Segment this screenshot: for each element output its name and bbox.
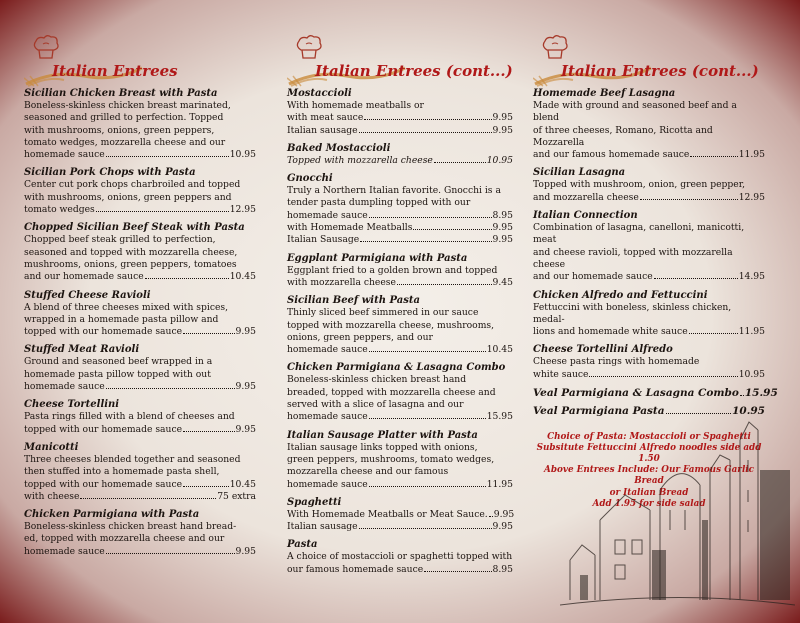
menu-column-2 (287, 34, 513, 582)
price: 9.95 (235, 423, 256, 435)
menu-item (287, 173, 513, 246)
price-line-label: with cheese (24, 490, 80, 502)
price-line-label: and our famous homemade sauce (533, 149, 690, 161)
price: 8.95 (492, 209, 513, 221)
menu-item (287, 539, 513, 576)
menu-item (24, 442, 256, 503)
price: 11.95 (738, 149, 765, 161)
price-line (287, 509, 513, 521)
price: 75 extra (217, 490, 256, 502)
price-line-label: homemade sauce (287, 478, 368, 490)
menu-item-description: green peppers, mushrooms, tomato wedges, (287, 453, 495, 465)
menu-item-name: Italian Connection (533, 210, 638, 222)
price-line (533, 326, 765, 338)
menu-item-description: onions, green peppers, and our (287, 331, 433, 343)
price: 9.95 (492, 521, 513, 533)
menu-item (24, 88, 256, 161)
menu-item (287, 253, 513, 290)
price-line-label: Veal Parmigiana Pasta (533, 405, 665, 418)
menu-item-description: tomato wedges, mozzarella cheese and our (24, 136, 226, 148)
dotted-leader (145, 278, 229, 279)
menu-item (24, 509, 256, 558)
menu-item-description: Made with ground and seasoned beef and a blend (533, 100, 737, 124)
menu-item-description: with mushrooms, onions, green peppers, (24, 124, 215, 136)
dotted-leader (654, 278, 738, 279)
dotted-leader (359, 132, 492, 133)
menu-item (533, 210, 765, 283)
price-line (287, 155, 513, 167)
menu-item-description: mozzarella cheese and our famous (287, 466, 449, 478)
price-line-label: homemade sauce (287, 411, 368, 423)
dotted-leader (369, 351, 486, 352)
menu-item-description: Thinly sliced beef simmered in our sauce (287, 307, 479, 319)
price-line-label: Italian sausage (287, 124, 358, 136)
price-line (287, 277, 513, 289)
price-line-label: tomato wedges (24, 204, 95, 216)
menu-item (533, 344, 765, 381)
section-heading: Italian Entrees (cont...) (315, 62, 513, 80)
menu-item-name: Chopped Sicilian Beef Steak with Pasta (24, 222, 245, 234)
menu-item-name: Eggplant Parmigiana with Pasta (287, 252, 468, 264)
dotted-leader (589, 376, 737, 377)
dotted-leader (740, 395, 744, 396)
price-line (533, 271, 765, 283)
price-line (287, 125, 513, 137)
menu-item-name: Sicilian Beef with Pasta (287, 295, 420, 307)
price-line-label: white sauce (533, 368, 589, 380)
menu-item-description: seasoned and grilled to perfection. Topped (24, 112, 224, 124)
price-line-label: with Homemade Meatballs (287, 222, 413, 234)
price-line (287, 234, 513, 246)
chef-hat-icon (32, 34, 60, 60)
menu-item-description: tender pasta dumpling topped with our (287, 197, 471, 209)
price: 10.95 (732, 405, 765, 418)
chef-hat-icon (541, 34, 569, 60)
price-line (533, 192, 765, 204)
price-line-label: topped with our homemade sauce (24, 423, 183, 435)
note-line: or Italian Bread (609, 487, 689, 498)
menu-item (533, 290, 765, 339)
dotted-leader (359, 528, 492, 529)
column-heading-block (287, 34, 513, 88)
price-line-label: homemade sauce (287, 344, 368, 356)
dotted-leader (364, 119, 491, 120)
price-line (24, 326, 256, 338)
menu-item-description: Combination of lasagna, canelloni, manicotti, meat (533, 222, 745, 246)
menu-item-description: Boneless-skinless chicken breast hand bread- (24, 521, 237, 533)
price-line-label: homemade sauce (24, 149, 105, 161)
price-line (533, 149, 765, 161)
menu-item (287, 430, 513, 491)
price: 9.95 (492, 112, 513, 124)
price-line (287, 479, 513, 491)
price-line-label: with meat sauce (287, 112, 364, 124)
menu-item-name: Stuffed Meat Ravioli (24, 344, 140, 356)
price: 11.95 (738, 326, 765, 338)
menu-item-description: mushrooms, onions, green peppers, tomatoes (24, 258, 237, 270)
dotted-leader (96, 211, 229, 212)
price-line (287, 411, 513, 423)
dotted-leader (689, 333, 738, 334)
dotted-leader (369, 418, 486, 419)
price-line-label: Italian sausage (287, 521, 358, 533)
price-line-label: with mozzarella cheese (287, 276, 396, 288)
price-line-label: homemade sauce (24, 381, 105, 393)
price-line-label: lions and homemade white sauce (533, 326, 688, 338)
menu-item-name: Pasta (287, 539, 318, 551)
menu-item-description: Center cut pork chops charbroiled and topped (24, 179, 241, 191)
price-line (24, 491, 256, 503)
price-line-label: Topped with mozzarella cheese (287, 154, 433, 166)
note-line: Add 1.95 for side salad (592, 498, 706, 509)
column-heading-block (24, 34, 256, 88)
price-line (533, 369, 765, 381)
section-heading: Italian Entrees (cont...) (561, 62, 759, 80)
price-line (24, 204, 256, 216)
price: 12.95 (738, 191, 765, 203)
dotted-leader (183, 431, 234, 432)
menu-item (287, 295, 513, 356)
price-line (287, 344, 513, 356)
price: 11.95 (486, 478, 513, 490)
menu-item (533, 387, 778, 400)
price-line (24, 424, 256, 436)
menu-item-name: Stuffed Cheese Ravioli (24, 289, 151, 301)
dotted-leader (183, 333, 234, 334)
menu-item (24, 399, 256, 436)
menu-item (24, 167, 256, 216)
menu-item-name: Baked Mostaccioli (287, 142, 391, 154)
price: 8.95 (492, 563, 513, 575)
dotted-leader (106, 553, 235, 554)
menu-item-description: With homemade meatballs or (287, 100, 424, 111)
price: 10.95 (229, 149, 256, 161)
menu-item-description: of three cheeses, Romano, Ricotta and Mozzarella (533, 124, 713, 148)
price: 9.95 (235, 326, 256, 338)
menu-item (24, 290, 256, 339)
note-line: Subsitute Fettuccini Alfredo noodles side add 1.50 (536, 442, 762, 465)
price-line-label: and our homemade sauce (533, 271, 653, 283)
price: 9.95 (492, 222, 513, 234)
menu-item-description: Cheese pasta rings with homemade (533, 356, 700, 368)
menu-item-description: Truly a Northern Italian favorite. Gnocchi is a (287, 185, 501, 197)
menu-item-description: with mushrooms, onions, green peppers and (24, 191, 232, 203)
menu-item-description: served with a slice of lasagna and our (287, 399, 464, 411)
dotted-leader (80, 498, 216, 499)
price-line (287, 521, 513, 533)
price: 9.95 (235, 381, 256, 393)
menu-item-description: seasoned and topped with mozzarella cheese, (24, 246, 238, 258)
price: 10.45 (229, 478, 256, 490)
price: 14.95 (738, 271, 765, 283)
dotted-leader (424, 571, 491, 572)
dotted-leader (397, 284, 492, 285)
menu-item-name: Sicilian Pork Chops with Pasta (24, 167, 196, 179)
price: 10.45 (229, 271, 256, 283)
menu-item-description: topped with mozzarella cheese, mushrooms, (287, 319, 495, 331)
menu-item-description: breaded, topped with mozzarella cheese and (287, 386, 496, 398)
price-line (287, 222, 513, 234)
price-line (24, 479, 256, 491)
price-line-label: topped with our homemade sauce (24, 326, 183, 338)
menu-item-name: Homemade Beef Lasagna (533, 88, 676, 99)
price: 9.95 (492, 234, 513, 246)
price: 9.45 (492, 276, 513, 288)
menu-item (287, 88, 513, 137)
menu-item-description: Fettuccini with boneless, skinless chicken, medal- (533, 301, 732, 325)
menu-item-name: Manicotti (24, 441, 79, 453)
note-line: Above Entrees Include: Our Famous Garlic Bread (544, 465, 754, 487)
price: 15.95 (744, 387, 778, 400)
price: 15.95 (486, 411, 513, 423)
dotted-leader (369, 217, 492, 218)
price-line-label: our famous homemade sauce (287, 563, 424, 575)
dotted-leader (434, 162, 486, 163)
menu-item-name: Cheese Tortellini Alfredo (533, 344, 673, 356)
menu-item-name: Sicilian Lasagna (533, 167, 626, 179)
menu-item-name: Cheese Tortellini (24, 399, 120, 411)
price: 9.95 (235, 545, 256, 557)
price-line (533, 387, 778, 400)
price: 12.95 (229, 204, 256, 216)
dotted-leader (360, 241, 491, 242)
menu-item-description: homemade pasta pillow topped with out (24, 368, 211, 380)
price-line-label: Veal Parmigiana & Lasagna Combo (533, 387, 739, 400)
menu-item-name: Gnocchi (287, 173, 333, 185)
price-line (24, 271, 256, 283)
note-line: Choice of Pasta: Mostaccioli or Spaghetti (547, 431, 751, 442)
price: 10.95 (738, 368, 765, 380)
price-line-label: topped with our homemade sauce (24, 478, 183, 490)
dotted-leader (489, 516, 493, 517)
dotted-leader (106, 388, 235, 389)
menu-item-description: Three cheeses blended together and seasoned (24, 453, 241, 465)
menu-item-name: Mostaccioli (287, 88, 352, 99)
dotted-leader (106, 156, 229, 157)
menu-item-name: Sicilian Chicken Breast with Pasta (24, 88, 218, 99)
menu-item-description: Topped with mushroom, onion, green pepper, (533, 179, 746, 191)
dotted-leader (690, 156, 737, 157)
column-heading-block (533, 34, 765, 88)
menu-item-name: Chicken Alfredo and Fettuccini (533, 289, 708, 301)
dotted-leader (369, 486, 486, 487)
price: 9.95 (492, 124, 513, 136)
chef-hat-icon (295, 34, 323, 60)
menu-item (533, 88, 765, 161)
menu-item-description: Eggplant fried to a golden brown and topped (287, 264, 498, 276)
price: 9.95 (493, 508, 515, 520)
dotted-leader (413, 229, 491, 230)
dotted-leader (640, 199, 738, 200)
price-line (24, 546, 256, 558)
price-line-label: Italian Sausage (287, 234, 360, 246)
menu-item-description: then stuffed into a homemade pasta shell, (24, 466, 220, 478)
dotted-leader (183, 486, 229, 487)
price-line-label: homemade sauce (287, 209, 368, 221)
price-line (287, 112, 513, 124)
menu-item-description: Italian sausage links topped with onions, (287, 441, 478, 453)
price: 10.95 (486, 154, 513, 166)
menu-item (287, 497, 513, 534)
menu-item (287, 143, 513, 167)
menu-item-description: Pasta rings filled with a blend of cheeses and (24, 411, 235, 423)
price-line (24, 149, 256, 161)
menu-item-description: A blend of three cheeses mixed with spices, (24, 301, 229, 313)
italian-village-sketch (560, 400, 795, 610)
menu-column-1 (24, 34, 256, 564)
menu-item-name: Chicken Parmigiana with Pasta (24, 509, 200, 521)
price: 10.45 (486, 344, 513, 356)
price-line-label: homemade sauce (24, 545, 105, 557)
price-line (287, 210, 513, 222)
section-heading: Italian Entrees (52, 62, 178, 80)
menu-item (24, 344, 256, 393)
price-line (287, 564, 513, 576)
menu-item-description: ed, topped with mozzarella cheese and our (24, 533, 225, 545)
price-line-label: With Homemade Meatballs or Meat Sauce. (287, 508, 488, 520)
menu-item-description: Ground and seasoned beef wrapped in a (24, 356, 213, 368)
menu-item (24, 222, 256, 283)
menu-item (287, 362, 513, 423)
menu-item (533, 167, 765, 204)
menu-item-description: wrapped in a homemade pasta pillow and (24, 313, 219, 325)
price-line (24, 381, 256, 393)
menu-item-description: A choice of mostaccioli or spaghetti topped with (287, 551, 513, 563)
price-line-label: and mozzarella cheese (533, 191, 639, 203)
menu-item-description: Chopped beef steak grilled to perfection, (24, 234, 216, 246)
menu-item-name: Spaghetti (287, 496, 342, 508)
menu-item-description: Boneless-skinless chicken breast hand (287, 374, 467, 386)
menu-item-description: Boneless-skinless chicken breast marinated, (24, 100, 231, 111)
menu-item-description: and cheese ravioli, topped with mozzarella cheese (533, 246, 733, 270)
price-line-label: and our homemade sauce (24, 271, 144, 283)
menu-item-name: Italian Sausage Platter with Pasta (287, 429, 478, 441)
menu-item-name: Chicken Parmigiana & Lasagna Combo (287, 362, 506, 374)
